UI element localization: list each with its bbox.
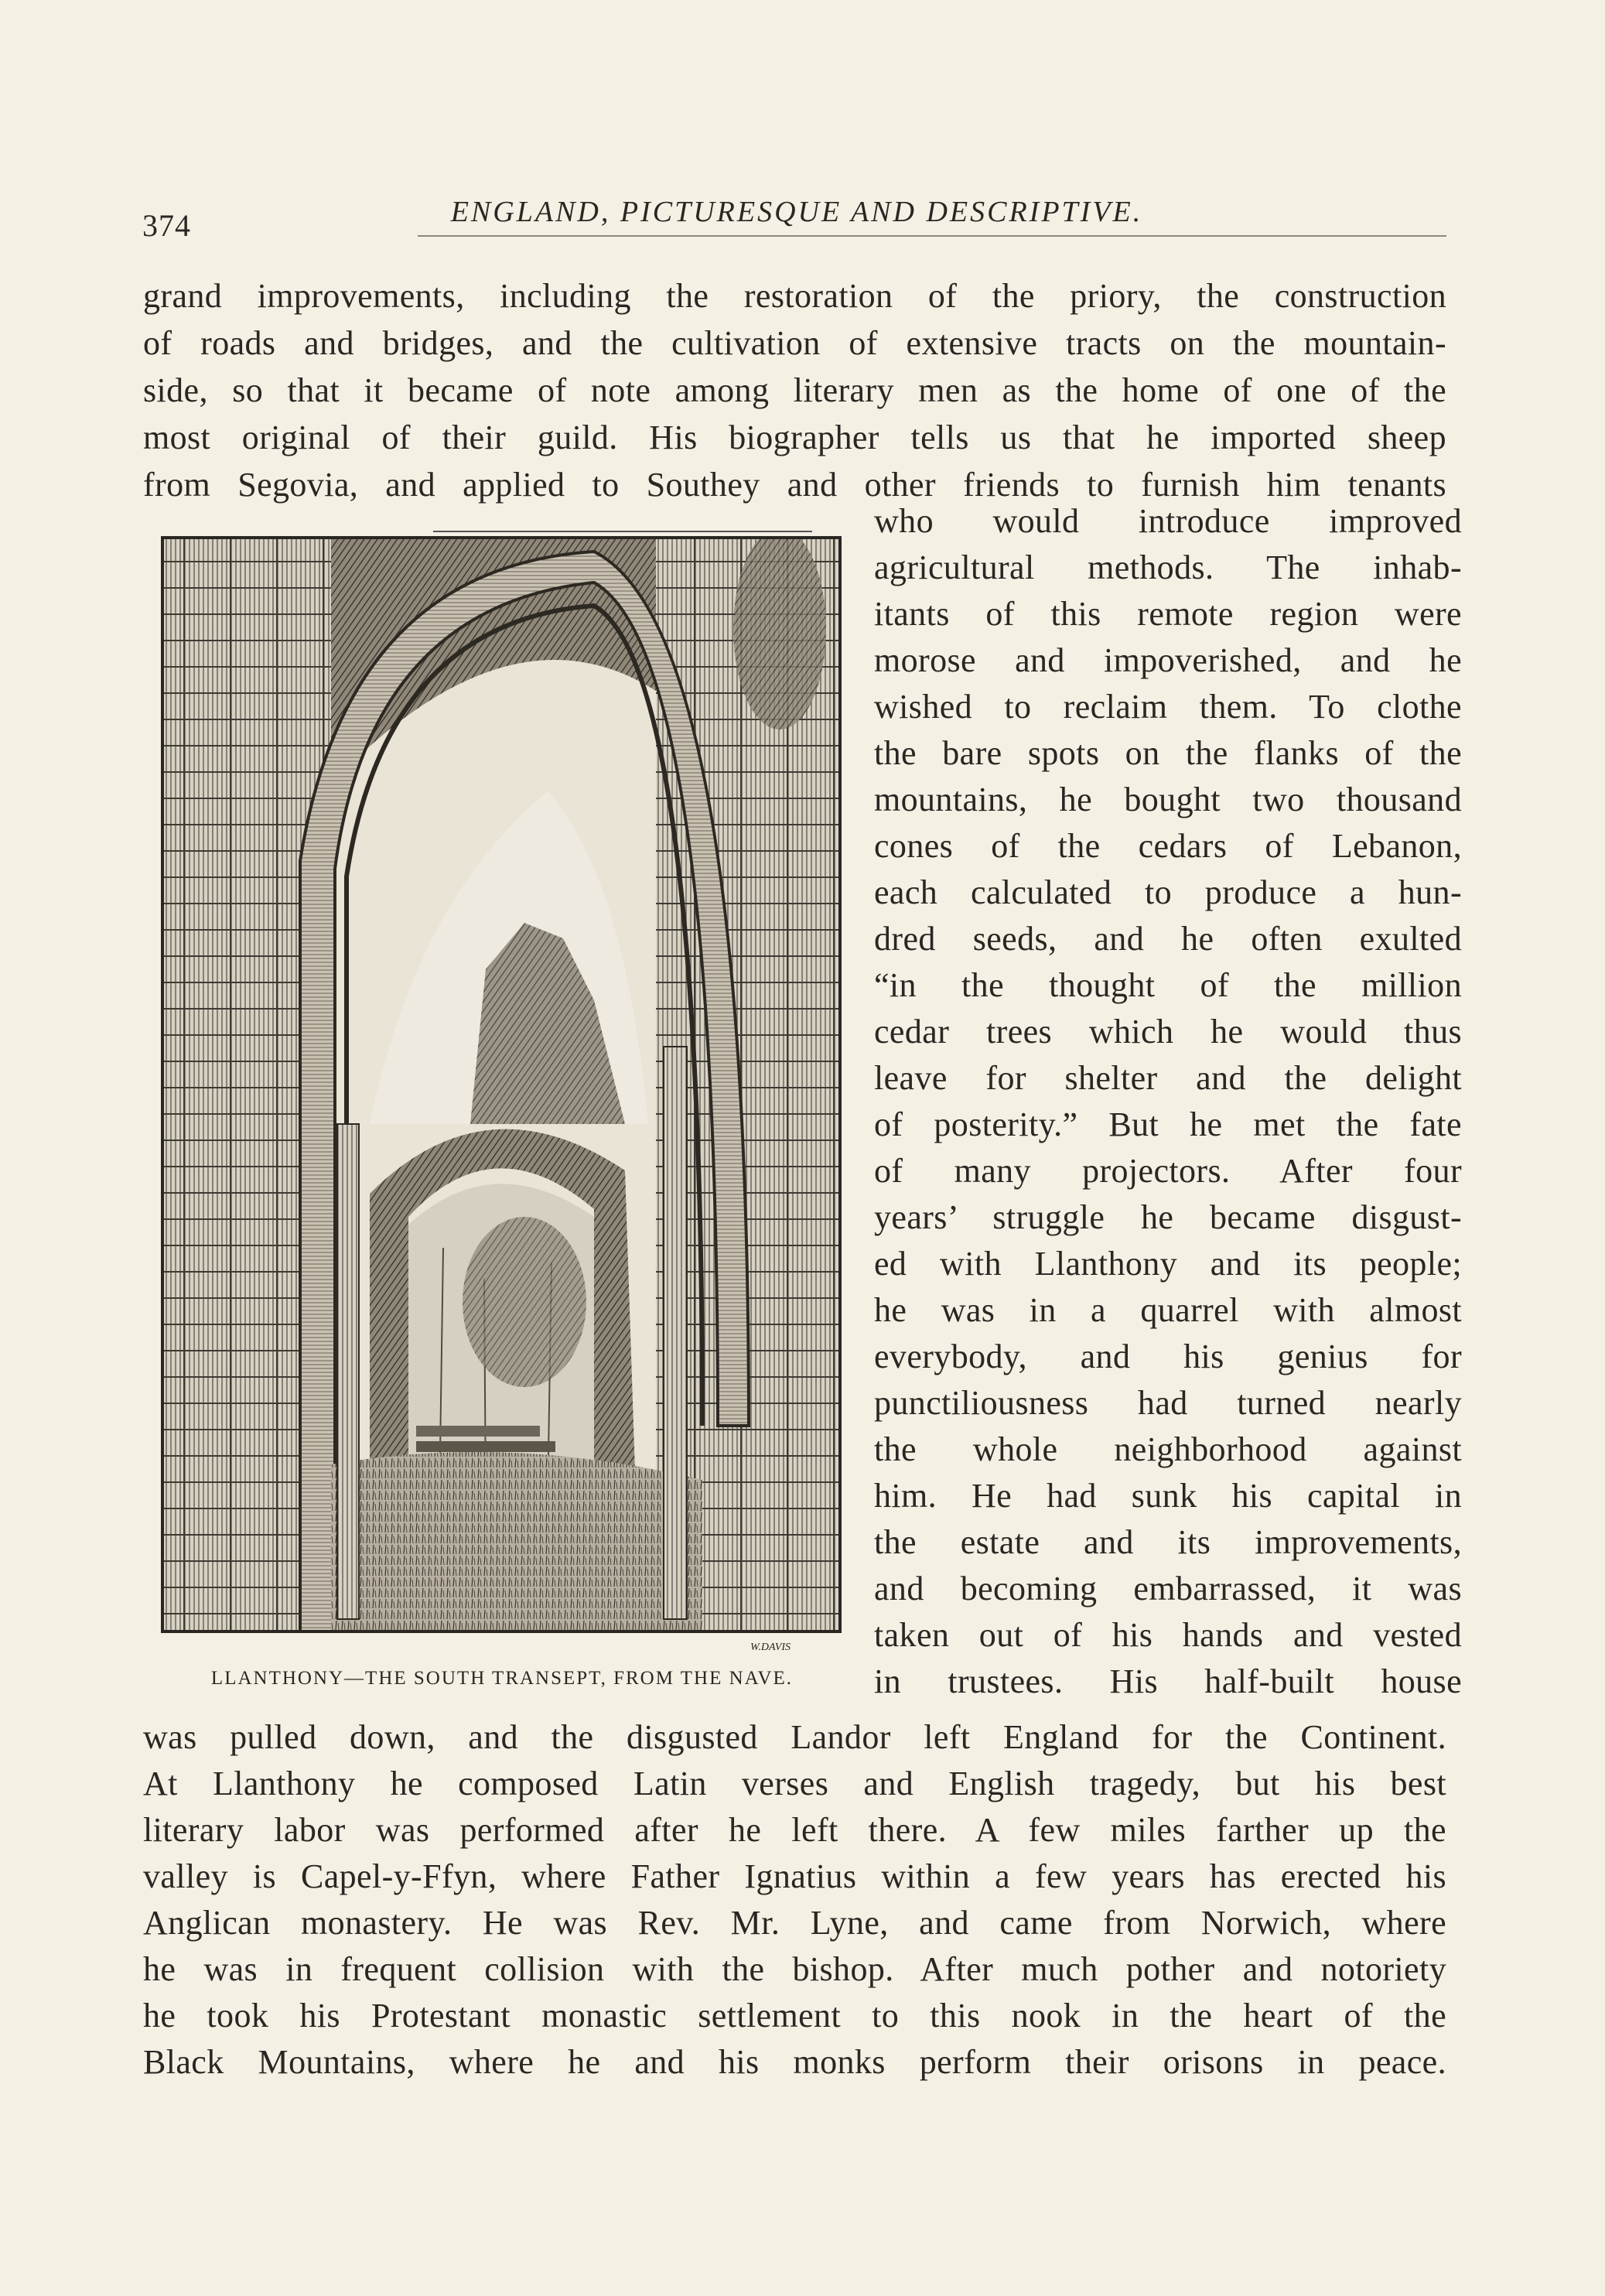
column-line: itants of this remote region were xyxy=(874,595,1462,633)
body-line: from Segovia, and applied to Southey and other friends to furnish him tenants xyxy=(143,466,1446,504)
engraving-image xyxy=(161,536,842,1633)
body-line: At Llanthony he composed Latin verses and English tragedy, but his best xyxy=(143,1765,1446,1802)
page-number: 374 xyxy=(142,208,191,243)
running-head: ENGLAND, PICTURESQUE AND DESCRIPTIVE. xyxy=(450,196,1143,228)
column-line: cedar trees which he would thus xyxy=(874,1013,1462,1051)
header-rule xyxy=(418,235,1446,237)
column-line: agricultural methods. The inhab- xyxy=(874,548,1462,586)
body-line: most original of their guild. His biographer tells us that he imported sheep xyxy=(143,419,1446,456)
figure-caption: LLANTHONY—THE SOUTH TRANSEPT, FROM THE NAVE. xyxy=(210,1668,794,1689)
body-line: side, so that it became of note among literary men as the home of one of the xyxy=(143,371,1446,409)
body-line: literary labor was performed after he left there. A few miles farther up the xyxy=(143,1811,1446,1849)
body-line: Anglican monastery. He was Rev. Mr. Lyne, and came from Norwich, where xyxy=(143,1904,1446,1942)
column-line: he was in a quarrel with almost xyxy=(874,1291,1462,1329)
column-line: ed with Llanthony and its people; xyxy=(874,1245,1462,1283)
column-line: who would introduce improved xyxy=(874,502,1462,540)
column-line: dred seeds, and he often exulted xyxy=(874,920,1462,958)
figure-top-rule xyxy=(433,531,812,532)
engraving-llanthony-transept xyxy=(161,536,842,1633)
engraver-mark: W.DAVIS xyxy=(750,1642,791,1653)
column-line: of many projectors. After four xyxy=(874,1152,1462,1190)
column-line: the bare spots on the flanks of the xyxy=(874,734,1462,772)
body-line: was pulled down, and the disgusted Landor left England for the Continent. xyxy=(143,1718,1446,1756)
column-line: leave for shelter and the delight xyxy=(874,1059,1462,1097)
column-line: in trustees. His half-built house xyxy=(874,1662,1462,1700)
body-line: valley is Capel-y-Ffyn, where Father Ignatius within a few years has erected his xyxy=(143,1857,1446,1895)
column-line: of posterity.” But he met the fate xyxy=(874,1105,1462,1143)
column-line: him. He had sunk his capital in xyxy=(874,1477,1462,1515)
column-line: cones of the cedars of Lebanon, xyxy=(874,827,1462,865)
column-line: mountains, he bought two thousand xyxy=(874,781,1462,818)
column-line: the whole neighborhood against xyxy=(874,1430,1462,1468)
column-line: punctiliousness had turned nearly xyxy=(874,1384,1462,1422)
column-line: “in the thought of the million xyxy=(874,966,1462,1004)
body-line: he took his Protestant monastic settlement to this nook in the heart of the xyxy=(143,1997,1446,2035)
column-line: each calculated to produce a hun- xyxy=(874,873,1462,911)
column-line: years’ struggle he became disgust- xyxy=(874,1198,1462,1236)
column-line: everybody, and his genius for xyxy=(874,1338,1462,1375)
body-line: of roads and bridges, and the cultivation of extensive tracts on the mountain- xyxy=(143,324,1446,362)
body-line: he was in frequent collision with the bishop. After much pother and notoriety xyxy=(143,1950,1446,1988)
column-line: the estate and its improvements, xyxy=(874,1523,1462,1561)
column-line: and becoming embarrassed, it was xyxy=(874,1570,1462,1608)
column-line: wished to reclaim them. To clothe xyxy=(874,688,1462,726)
column-line: taken out of his hands and vested xyxy=(874,1616,1462,1654)
body-line: grand improvements, including the restoration of the priory, the construction xyxy=(143,277,1446,315)
column-line: morose and impoverished, and he xyxy=(874,641,1462,679)
body-line: Black Mountains, where he and his monks perform their orisons in peace. xyxy=(143,2043,1446,2081)
